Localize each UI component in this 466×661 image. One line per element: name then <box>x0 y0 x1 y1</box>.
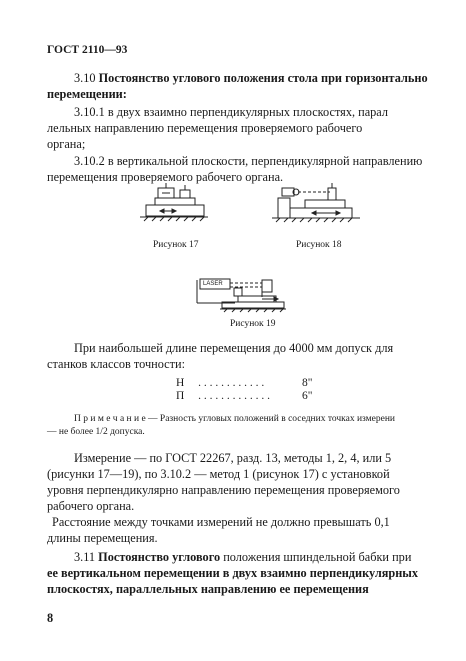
tolerance-intro-line1: При наибольшей длине перемещения до 4000 мм допуск для <box>74 341 394 355</box>
precision-class: П <box>176 390 185 402</box>
section-3-11-line1 <box>74 549 411 565</box>
measurement-line4: рабочего органа. <box>47 499 135 513</box>
section-title: Постоянство углового <box>98 550 221 564</box>
section-3-10-title <box>74 70 428 86</box>
section-3-11-line3: плоскостях, параллельных направлению ее перемещения <box>47 582 369 596</box>
tolerance-value: 6" <box>302 390 313 402</box>
laser-label: LASER <box>203 281 223 287</box>
item-3-10-1-line3: органа; <box>47 137 86 151</box>
section-3-10-title-cont: перемещении: <box>47 87 127 101</box>
measurement-line3: уровня перпендикулярно направлению перемещения проверяемого <box>47 483 400 497</box>
section-number: 3.10 <box>74 71 96 85</box>
note-line2: — не более 1/2 допуска. <box>47 427 145 437</box>
measurement-line5: Расстояние между точками измерений не должно превышать 0,1 <box>52 515 390 529</box>
section-title: Постоянство углового положения стола при горизонтально <box>98 71 428 85</box>
measurement-line6: длины перемещения. <box>47 531 158 545</box>
item-3-10-1-line1: 3.10.1 в двух взаимно перпендикулярных плоскостях, парал <box>74 105 389 119</box>
tolerance-row <box>176 388 270 404</box>
measurement-line2: (рисунки 17—19), по 3.10.2 — метод 1 (рисунок 17) с установкой <box>47 467 390 481</box>
page-number: 8 <box>47 611 54 625</box>
section-number: 3.11 <box>74 550 96 564</box>
item-3-10-2-line1: 3.10.2 в вертикальной плоскости, перпендикулярной направлению <box>74 154 423 168</box>
figure-18-caption: Рисунок 18 <box>296 240 342 250</box>
tolerance-value: 8" <box>302 377 313 389</box>
precision-class: Н <box>176 377 185 389</box>
standard-header: ГОСТ 2110—93 <box>47 44 128 56</box>
tolerance-intro-line2: станков классов точности: <box>47 357 186 371</box>
item-3-10-1-line2: лельных направлению перемещения проверяемого рабочего <box>47 121 363 135</box>
measurement-line1: Измерение — по ГОСТ 22267, разд. 13, методы 1, 2, 4, или 5 <box>74 451 392 465</box>
item-3-10-2-line2: перемещения проверяемого рабочего органа. <box>47 170 284 184</box>
figure-19-caption: Рисунок 19 <box>230 319 276 329</box>
leader-dots: . . . . . . . . . . . . . <box>198 390 270 402</box>
section-3-11-line2: ее вертикальном перемещении в двух взаимно перпендикулярных <box>47 566 419 580</box>
leader-dots: . . . . . . . . . . . . <box>198 377 265 389</box>
section-title-rest: положения шпиндельной бабки при <box>223 550 412 564</box>
note-line1: П р и м е ч а н и е — Разность угловых положений в соседних точках измерени <box>74 414 396 424</box>
figure-17-caption: Рисунок 17 <box>153 240 199 250</box>
